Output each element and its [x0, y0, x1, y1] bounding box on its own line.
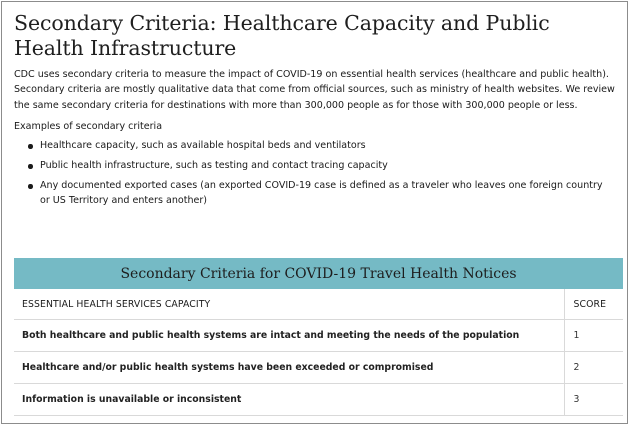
row-score: 3	[564, 384, 623, 416]
table-caption: Secondary Criteria for COVID-19 Travel Health Notices	[14, 258, 623, 289]
examples-label: Examples of secondary criteria	[14, 121, 163, 133]
table-row	[14, 320, 623, 352]
content-frame	[1, 1, 628, 424]
row-description: Both healthcare and public health systems are intact and meeting the needs of the population	[14, 320, 564, 352]
column-header-capacity: ESSENTIAL HEALTH SERVICES CAPACITY	[14, 289, 564, 320]
column-header-score: SCORE	[564, 289, 623, 320]
list-item: Public health infrastructure, such as testing and contact tracing capacity	[40, 159, 615, 174]
list-item: Any documented exported cases (an exported COVID-19 case is defined as a traveler who leaves one foreign country or US Territory and enters another)	[40, 179, 615, 208]
table-row	[14, 384, 623, 416]
page-title: Secondary Criteria: Healthcare Capacity and Public Health Infrastructure	[14, 11, 550, 60]
row-description: Healthcare and/or public health systems have been exceeded or compromised	[14, 352, 564, 384]
table-header-row	[14, 289, 623, 320]
criteria-table-container	[14, 258, 623, 416]
main-content	[2, 2, 627, 208]
examples-list	[14, 139, 615, 208]
intro-paragraph: CDC uses secondary criteria to measure the impact of COVID-19 on essential health services (healthcare and public health). Secondary criteria are mostly qualitative data that come from official sources, such as ministry of health websites. We review the same secondary criteria for destinations with more than 300,000 people as for those with 300,000 people or less.	[14, 69, 615, 111]
list-item: Healthcare capacity, such as available hospital beds and ventilators	[40, 139, 615, 154]
row-score: 1	[564, 320, 623, 352]
criteria-table	[14, 289, 623, 416]
row-score: 2	[564, 352, 623, 384]
row-description: Information is unavailable or inconsistent	[14, 384, 564, 416]
table-row	[14, 352, 623, 384]
